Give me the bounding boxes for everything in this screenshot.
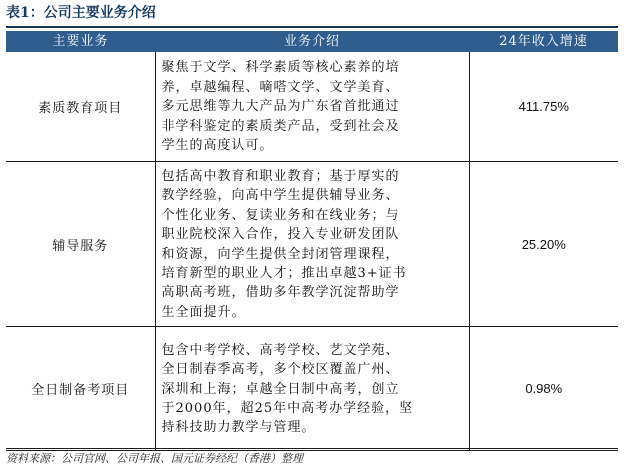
intro-line: 包含中考学校、高考学校、艺文学苑、 (161, 342, 400, 358)
table-row (6, 52, 618, 162)
intro-line: 持科技助力教学与管理。 (161, 420, 316, 436)
intro-line: 多元思维等九大产品为广东省首批通过 (161, 99, 400, 115)
business-intro (155, 162, 469, 327)
intro-line: 和资源，向学生提供全封闭管理课程， (161, 246, 400, 262)
intro-line: 学生的高度认可。 (161, 138, 274, 154)
intro-line: 于2000年，超25年中高考办学经验，坚 (161, 400, 414, 416)
growth-rate: 411.75% (469, 52, 618, 162)
business-name: 素质教育项目 (6, 52, 155, 162)
intro-line: 培育新型的职业人才；推出卓越3+证书 (161, 266, 407, 282)
growth-rate: 0.98% (469, 327, 618, 451)
table-title: 表1：公司主要业务介绍 (6, 5, 156, 21)
intro-line: 职业院校深入合作，投入专业研发团队 (161, 227, 400, 243)
business-intro (155, 327, 469, 451)
intro-line: 个性化业务、复读业务和在线业务；与 (161, 207, 400, 223)
business-name: 全日制备考项目 (6, 327, 155, 451)
header-growth: 24年收入增速 (469, 31, 618, 52)
header-intro: 业务介绍 (155, 31, 469, 52)
intro-line: 聚焦于文学、科学素质等核心素养的培 (161, 60, 400, 76)
intro-line: 养，卓越编程、嘀嗒文学、文学美育、 (161, 79, 400, 95)
source-rule (6, 448, 618, 449)
business-name: 辅导服务 (6, 162, 155, 327)
table-row (6, 162, 618, 327)
intro-line: 生全面提升。 (161, 304, 246, 320)
intro-line: 深圳和上海；卓越全日制中高考，创立 (161, 381, 400, 397)
intro-line: 非学科鉴定的素质类产品，受到社会及 (161, 118, 400, 134)
intro-line: 高职高考班，借助多年教学沉淀帮助学 (161, 285, 400, 301)
growth-rate: 25.20% (469, 162, 618, 327)
title-rule (6, 26, 618, 28)
business-intro (155, 52, 469, 162)
intro-line: 包括高中教育和职业教育；基于厚实的 (161, 169, 400, 184)
header-row (6, 31, 618, 52)
header-business: 主要业务 (6, 31, 155, 52)
source-note: 资料来源：公司官网、公司年报、国元证券经纪（香港）整理 (6, 452, 303, 465)
table-row (6, 327, 618, 451)
intro-line: 全日制春季高考，多个校区覆盖广州、 (161, 362, 400, 378)
intro-line: 教学经验，向高中学生提供辅导业务、 (161, 188, 400, 204)
business-table (6, 31, 618, 451)
